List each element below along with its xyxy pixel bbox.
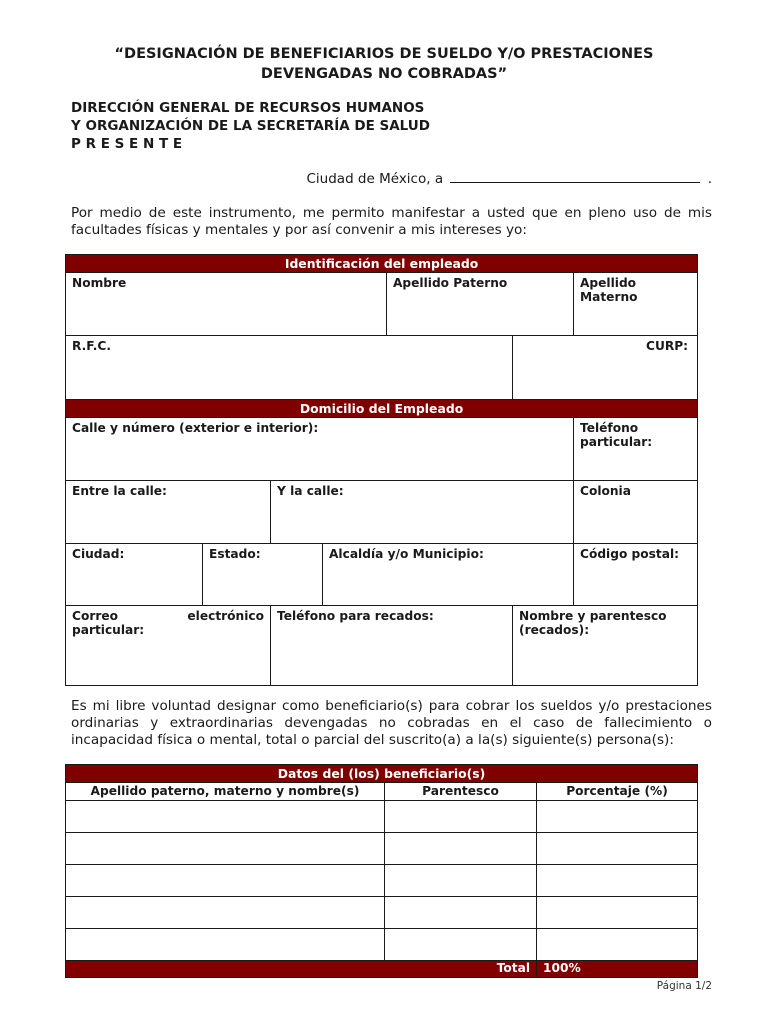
entre-calle-field[interactable]: [66, 481, 271, 544]
curp-label: CURP:: [646, 339, 689, 353]
beneficiary-percentage-cell[interactable]: [537, 801, 698, 833]
date-prefix: Ciudad de México, a: [306, 171, 444, 187]
beneficiary-table: [65, 764, 698, 978]
correo-label-word-3: particular:: [72, 623, 145, 637]
correo-label-row: [72, 609, 264, 623]
correo-label-word-2: electrónico: [187, 609, 264, 623]
calle-label: Calle y número (exterior e interior):: [72, 421, 319, 435]
column-header-porcentaje: Porcentaje (%): [537, 783, 698, 801]
addressee-line-3: P R E S E N T E: [71, 136, 183, 152]
beneficiary-name-cell[interactable]: [66, 865, 385, 897]
ciudad-label: Ciudad:: [72, 547, 125, 561]
telefono-recados-field[interactable]: [271, 606, 513, 686]
total-value: 100%: [537, 961, 698, 978]
table-row: [66, 865, 698, 897]
beneficiary-percentage-cell[interactable]: [537, 865, 698, 897]
beneficiary-name-cell[interactable]: [66, 897, 385, 929]
y-la-calle-label: Y la calle:: [277, 484, 344, 498]
column-header-nombre: Apellido paterno, materno y nombre(s): [66, 783, 385, 801]
apellido-paterno-field[interactable]: [387, 273, 574, 336]
section-address-header: Domicilio del Empleado: [66, 400, 698, 418]
section-identification-header: Identificación del empleado: [66, 255, 698, 273]
codigo-postal-label: Código postal:: [580, 547, 680, 561]
beneficiary-percentage-cell[interactable]: [537, 897, 698, 929]
beneficiary-relationship-cell[interactable]: [385, 897, 537, 929]
beneficiary-relationship-cell[interactable]: [385, 801, 537, 833]
intro-paragraph: Por medio de este instrumento, me permito manifestar a usted que en pleno uso de mis facultades físicas y mentales y por así convenir a mis intereses yo:: [71, 205, 712, 238]
beneficiary-percentage-cell[interactable]: [537, 929, 698, 961]
nombre-parentesco-field[interactable]: [513, 606, 698, 686]
beneficiary-name-cell[interactable]: [66, 801, 385, 833]
rfc-label: R.F.C.: [72, 339, 111, 353]
estado-label: Estado:: [209, 547, 261, 561]
apellido-materno-label: Apellido Materno: [580, 276, 638, 304]
document-title: [60, 44, 708, 84]
beneficiary-name-cell[interactable]: [66, 833, 385, 865]
entre-calle-label: Entre la calle:: [72, 484, 167, 498]
nombre-label: Nombre: [72, 276, 127, 290]
telefono-recados-label: Teléfono para recados:: [277, 609, 434, 623]
beneficiary-name-cell[interactable]: [66, 929, 385, 961]
apellido-materno-field[interactable]: [574, 273, 698, 336]
beneficiary-percentage-cell[interactable]: [537, 833, 698, 865]
ciudad-field[interactable]: [66, 544, 203, 606]
beneficiary-relationship-cell[interactable]: [385, 865, 537, 897]
telefono-particular-field[interactable]: [574, 418, 698, 481]
nombre-parentesco-label: Nombre y parentesco (recados):: [519, 609, 667, 637]
addressee-line-1: DIRECCIÓN GENERAL DE RECURSOS HUMANOS: [71, 100, 425, 116]
telefono-particular-label: Teléfono particular:: [580, 421, 653, 449]
designation-paragraph: Es mi libre voluntad designar como beneficiario(s) para cobrar los sueldos y/o prestaciones ordinarias y extraordinarias devengadas no cobradas en el caso de fallecimiento o incapacidad física o mental, total o parcial del suscrito(a) a la(s) siguiente(s) persona(s):: [71, 698, 712, 748]
total-label: Total: [66, 961, 537, 978]
table-row: [66, 929, 698, 961]
beneficiary-section-header: Datos del (los) beneficiario(s): [66, 765, 698, 783]
title-line-1: “DESIGNACIÓN DE BENEFICIARIOS DE SUELDO Y/O PRESTACIONES: [114, 46, 654, 62]
codigo-postal-field[interactable]: [574, 544, 698, 606]
beneficiary-relationship-cell[interactable]: [385, 929, 537, 961]
employee-table: [65, 254, 698, 686]
date-suffix: .: [707, 171, 712, 187]
colonia-label: Colonia: [580, 484, 631, 498]
table-row: [66, 897, 698, 929]
addressee-block: [71, 99, 430, 153]
page-number: Página 1/2: [656, 980, 712, 992]
date-line: [307, 170, 713, 187]
alcaldia-field[interactable]: [323, 544, 574, 606]
beneficiary-relationship-cell[interactable]: [385, 833, 537, 865]
y-la-calle-field[interactable]: [271, 481, 574, 544]
alcaldia-label: Alcaldía y/o Municipio:: [329, 547, 484, 561]
nombre-field[interactable]: [66, 273, 387, 336]
date-blank-field[interactable]: [450, 170, 700, 183]
curp-field[interactable]: [513, 336, 698, 400]
apellido-paterno-label: Apellido Paterno: [393, 276, 508, 290]
correo-field[interactable]: [66, 606, 271, 686]
addressee-line-2: Y ORGANIZACIÓN DE LA SECRETARÍA DE SALUD: [71, 118, 430, 134]
title-line-2: DEVENGADAS NO COBRADAS”: [260, 66, 508, 82]
rfc-field[interactable]: [66, 336, 513, 400]
table-row: [66, 801, 698, 833]
correo-label-word-1: Correo: [72, 609, 118, 623]
table-row: [66, 833, 698, 865]
estado-field[interactable]: [203, 544, 323, 606]
colonia-field[interactable]: [574, 481, 698, 544]
calle-field[interactable]: [66, 418, 574, 481]
column-header-parentesco: Parentesco: [385, 783, 537, 801]
